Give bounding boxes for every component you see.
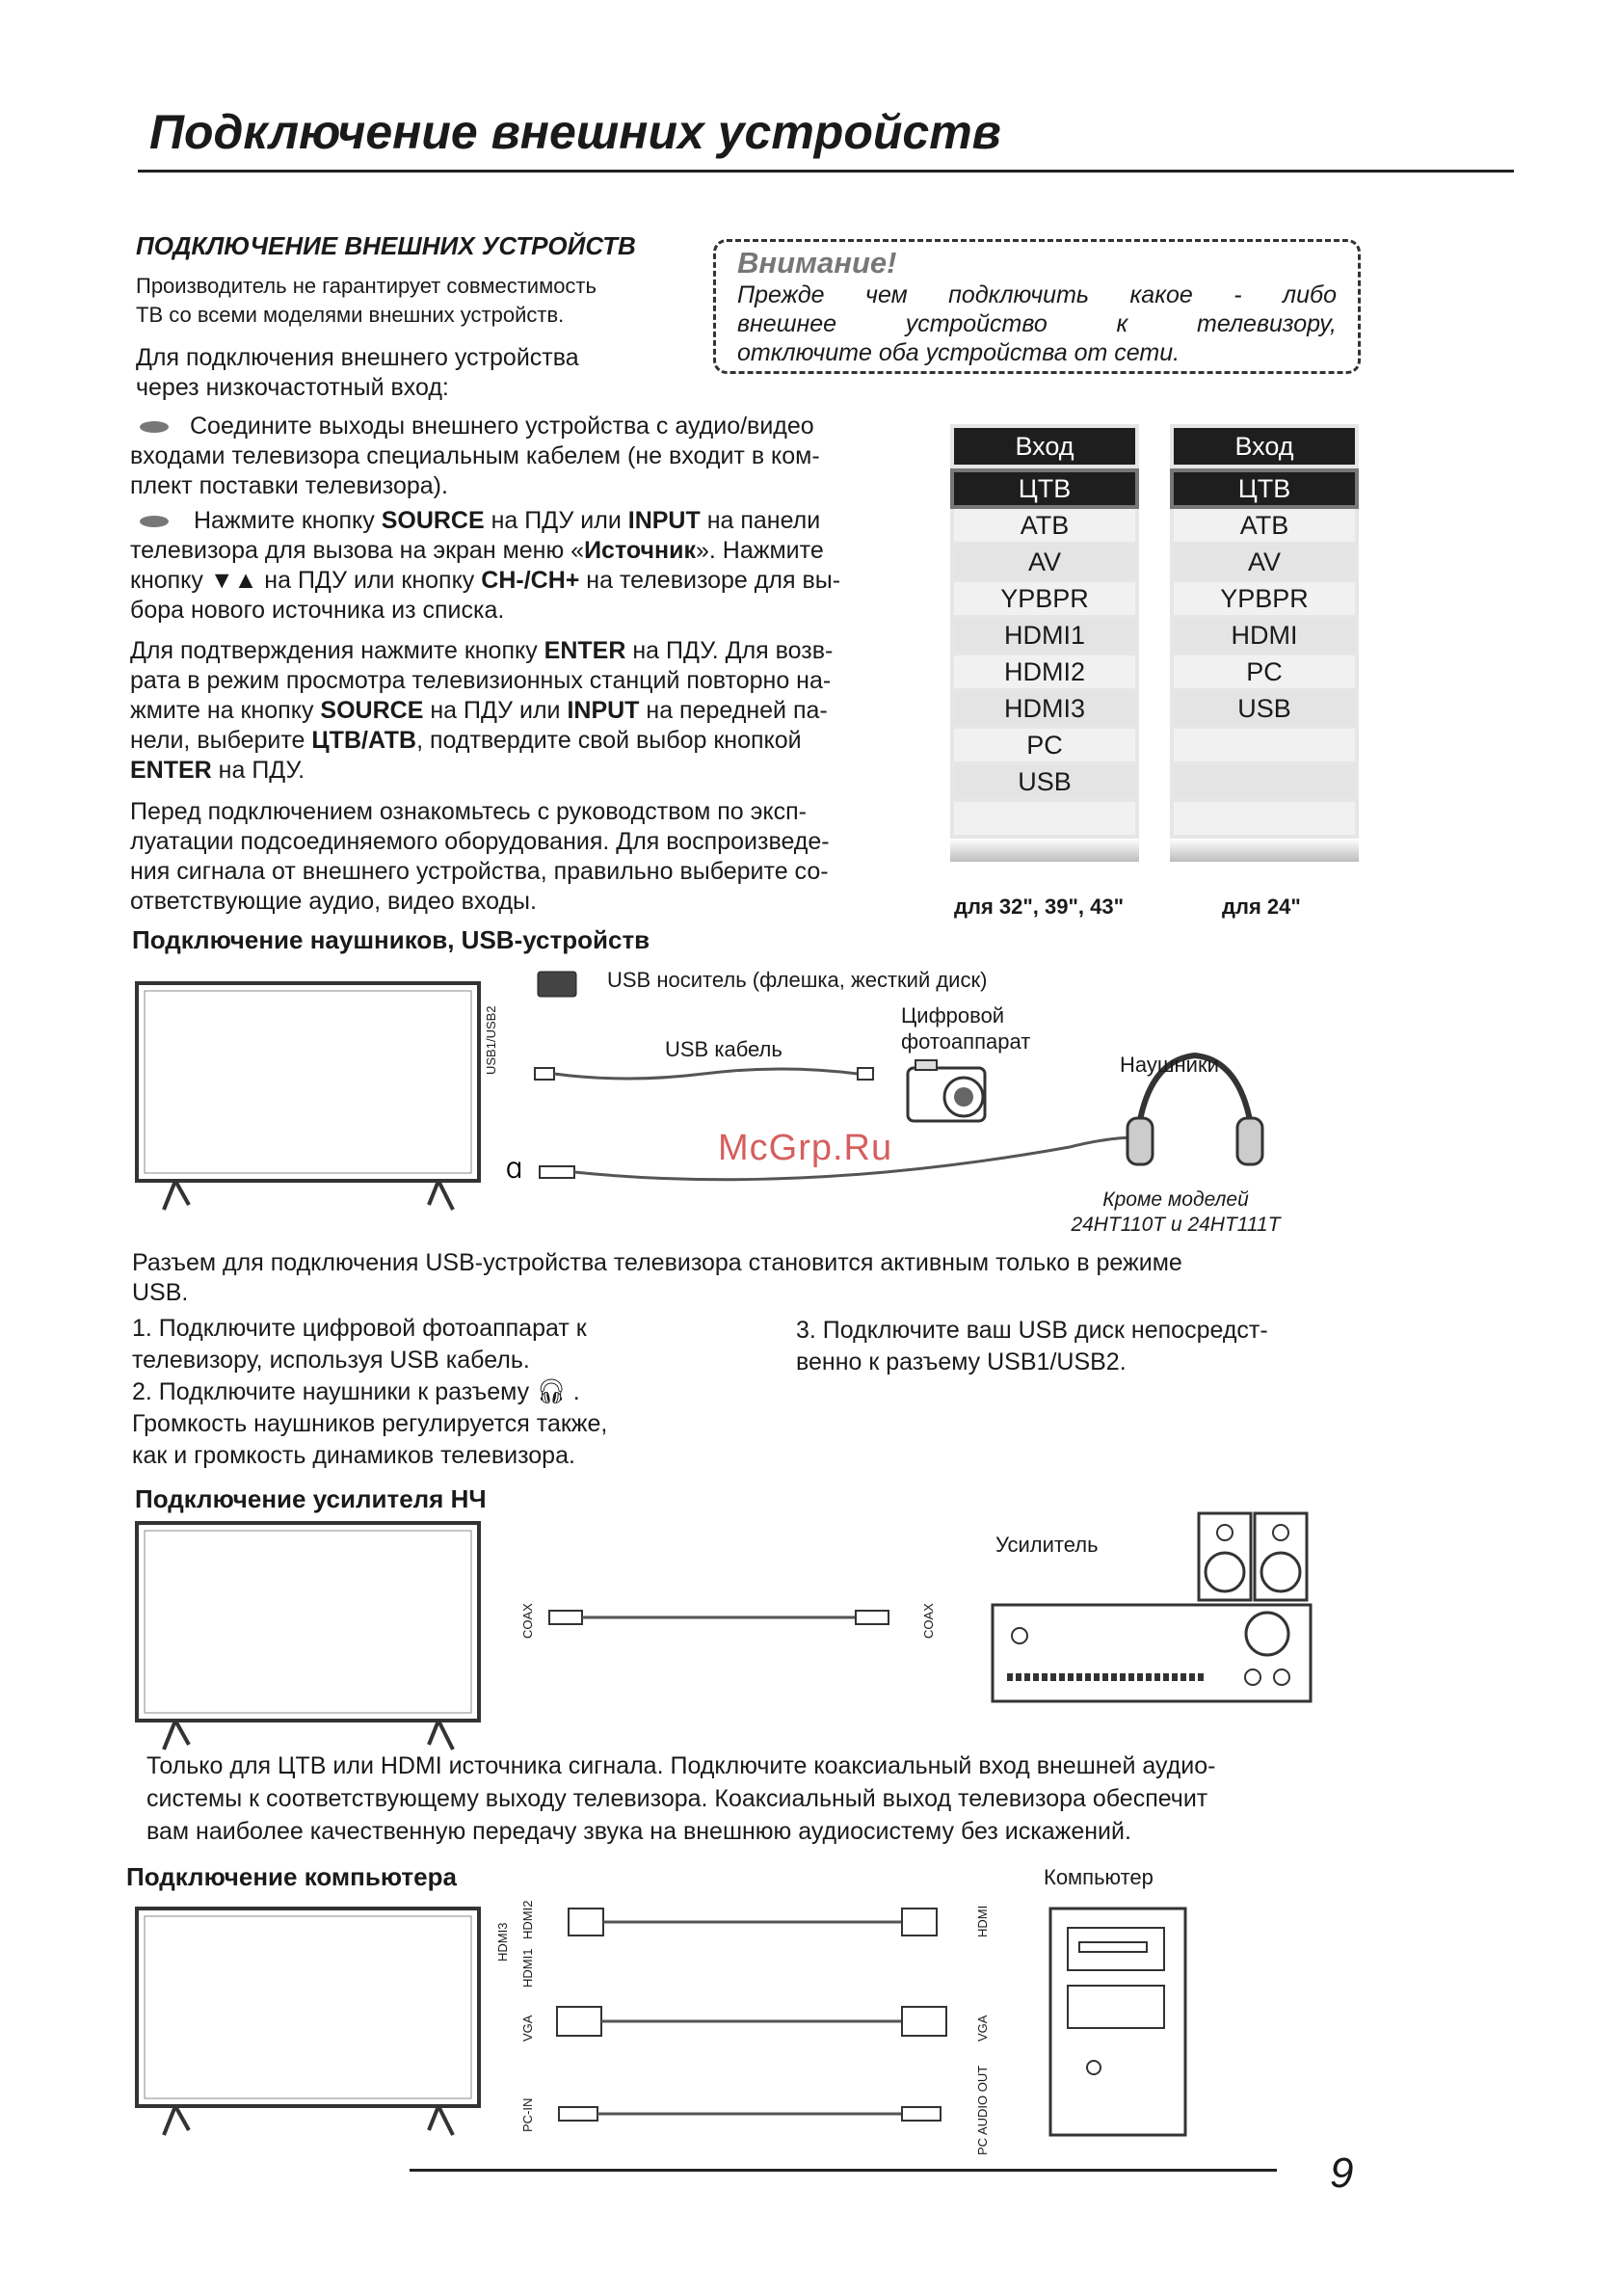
section-heading-amp: Подключение усилителя НЧ [135, 1484, 487, 1513]
tv-illustration [137, 983, 479, 1210]
text-line: Производитель не гарантирует совместимость [136, 274, 597, 298]
usb-note: Разъем для подключения USB-устройства телевизора становится активным только в режиме USB. [132, 1249, 1182, 1306]
text-line: Соедините выходы внешнего устройства с аудио/видео [190, 413, 814, 440]
menu-footer [950, 839, 1139, 862]
amp-diagram [125, 1508, 1330, 1759]
tv-illustration [137, 1909, 479, 2135]
coax-cable-icon [549, 1611, 889, 1624]
camera-label: Цифровой фотоаппарат [901, 1003, 1031, 1054]
text-line: плект поставки телевизора). [130, 472, 448, 499]
speaker-icon [1199, 1513, 1307, 1600]
amplifier-icon [993, 1605, 1311, 1701]
menu-item[interactable]: USB [1174, 692, 1355, 725]
vga-cable-icon [557, 2007, 946, 2036]
intro-paragraph-1 [136, 272, 597, 330]
menu-header: Вход [1174, 428, 1355, 465]
exception-note: Кроме моделей 24HT110T и 24HT111T [1071, 1188, 1281, 1236]
warning-heading: Внимание! [737, 246, 897, 280]
bullet-2: Нажмите кнопку SOURCE на ПДУ или INPUT на панели телевизора для вызова на экран меню «Источник». Нажмите кнопку ▼▲ на ПДУ или кнопку CH-/CH+ на телевизоре для вы- бора нового источника из списка. [130, 506, 930, 626]
menu-item[interactable]: PC [1174, 655, 1355, 688]
section-heading-main: ПОДКЛЮЧЕНИЕ ВНЕШНИХ УСТРОЙСТВ [136, 231, 636, 260]
menu-small-caption: для 24" [1222, 894, 1301, 919]
computer-tower-icon [1050, 1909, 1185, 2135]
menu-item[interactable]: АТВ [954, 509, 1135, 542]
hdmi3-label: HDMI3 [495, 1922, 510, 1962]
menu-item-selected[interactable]: ЦТВ [1174, 472, 1355, 505]
camera-icon [908, 1060, 985, 1121]
menu-item[interactable]: YPBPR [954, 582, 1135, 615]
amplifier-label: Усилитель [995, 1533, 1099, 1557]
coax-left-label: COAX [520, 1603, 535, 1639]
warning-line: Прежде чем подключить какое - либо [737, 281, 1337, 308]
pc-diagram [125, 1889, 1205, 2145]
tv-illustration [137, 1523, 479, 1749]
menu-item[interactable]: HDMI1 [954, 619, 1135, 652]
menu-item[interactable]: AV [1174, 546, 1355, 578]
menu-empty-row [1174, 765, 1355, 798]
confirm-paragraph: Для подтверждения нажмите кнопку ENTER на ПДУ. Для возв- рата в режим просмотра телевизионных станций повторно на- жмите на кнопку SOURCE на ПДУ или INPUT на передней па- нели, выберите ЦТВ/АТВ, подтвердите свой выбор кнопкой ENTER на ПДУ. [130, 637, 834, 784]
usb-steps-left: 1. Подключите цифровой фотоаппарат к телевизору, используя USB кабель. 2. Подключите наушники к разъему 🎧︎ . Громкость наушников регулируется также, как и громкость динамиков телевизора. [132, 1315, 608, 1469]
menu-item[interactable]: HDMI2 [954, 655, 1135, 688]
watermark: McGrp.Ru [718, 1128, 893, 1168]
coax-right-label: COAX [921, 1603, 936, 1639]
menu-footer [1170, 839, 1359, 862]
usb-stick-icon [538, 972, 576, 997]
menu-header: Вход [954, 428, 1135, 465]
bullet-1 [130, 412, 930, 501]
menu-item[interactable]: АТВ [1174, 509, 1355, 542]
usb-port-label: USB1/USB2 [484, 1005, 498, 1075]
usb-steps-right: 3. Подключите ваш USB диск непосредст- венно к разъему USB1/USB2. [796, 1317, 1268, 1375]
vga-tv-label: VGA [520, 2015, 535, 2042]
menu-item[interactable]: USB [954, 765, 1135, 798]
svg-text:Ɑ: Ɑ [506, 1160, 523, 1184]
computer-label: Компьютер [1044, 1865, 1154, 1889]
audio-cable-icon [559, 2107, 941, 2121]
section-heading-usb: Подключение наушников, USB-устройств [132, 925, 650, 954]
text-line: ТВ со всеми моделями внешних устройств. [136, 303, 565, 327]
usb-cable-icon [535, 1068, 873, 1080]
hdmi2-label: HDMI2 [520, 1900, 535, 1939]
menu-item[interactable]: AV [954, 546, 1135, 578]
intro-paragraph-2 [136, 343, 579, 403]
menu-empty-row [954, 802, 1135, 835]
text-line: Для подключения внешнего устройства [136, 344, 579, 371]
bullet-icon [140, 421, 169, 433]
menu-empty-row [1174, 802, 1355, 835]
source-menu-small [1170, 424, 1359, 862]
menu-item[interactable]: YPBPR [1174, 582, 1355, 615]
manual-paragraph: Перед подключением ознакомьтесь с руководством по эксп- луатации подсоединяемого оборудования. Для воспроизведе- ния сигнала от внешнего устройства, правильно выберите со- ответствующие аудио, видео входы. [130, 798, 830, 915]
text-line: бора нового источника из списка. [130, 597, 505, 624]
menu-empty-row [1174, 729, 1355, 761]
menu-item[interactable]: HDMI3 [954, 692, 1135, 725]
hdmi1-label: HDMI1 [520, 1948, 535, 1988]
text-line: через низкочастотный вход: [136, 374, 449, 401]
warning-box [713, 239, 1361, 374]
usb-media-label: USB носитель (флешка, жесткий диск) [607, 968, 988, 992]
page-title: Подключение внешних устройств [149, 105, 1001, 159]
source-menu-large [950, 424, 1139, 862]
text-line: входами телевизора специальным кабелем (не входит в ком- [130, 442, 820, 469]
pc-audio-out-label: PC AUDIO OUT [975, 2065, 990, 2155]
hdmi-cable-icon [569, 1909, 937, 1936]
bullet-icon [140, 516, 169, 527]
footer-divider [410, 2169, 1277, 2172]
section-heading-pc: Подключение компьютера [126, 1862, 457, 1891]
menu-large-caption: для 32", 39", 43" [954, 894, 1125, 919]
headphones-label: Наушники [1120, 1053, 1219, 1077]
title-divider [138, 170, 1514, 173]
hdmi-pc-label: HDMI [975, 1905, 990, 1937]
menu-item[interactable]: PC [954, 729, 1135, 761]
headphone-jack-icon: 🎧︎ [536, 1378, 567, 1405]
warning-line: отключите оба устройства от сети. [737, 339, 1180, 366]
vga-pc-label: VGA [975, 2015, 990, 2042]
usb-cable-label: USB кабель [665, 1037, 782, 1061]
page-number: 9 [1330, 2149, 1354, 2197]
amp-note: Только для ЦТВ или HDMI источника сигнала. Подключите коаксиальный вход внешней аудио- системы к соответствующему выходу телевизора. Коаксиальный выход телевизора обеспечит вам наиболее качественную передачу звука на внешнюю аудиосистему без искажений. [146, 1752, 1216, 1845]
menu-item-selected[interactable]: ЦТВ [954, 472, 1135, 505]
pc-in-label: PC-IN [520, 2097, 535, 2132]
menu-item[interactable]: HDMI [1174, 619, 1355, 652]
warning-line: внешнее устройство к телевизору, [737, 310, 1337, 337]
